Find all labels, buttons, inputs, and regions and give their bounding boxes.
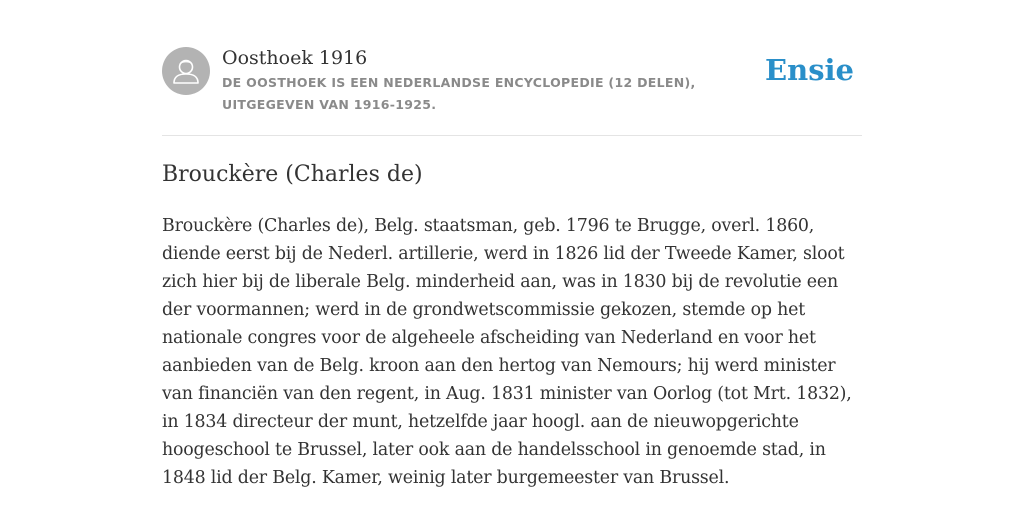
entry-title: Brouckère (Charles de) (162, 162, 423, 187)
source-description: DE OOSTHOEK IS EEN NEDERLANDSE ENCYCLOPEDIE (12 DELEN), UITGEGEVEN VAN 1916-1925. (222, 75, 696, 112)
brand-logo[interactable]: Ensie (765, 53, 854, 87)
avatar[interactable] (162, 47, 210, 95)
user-icon (162, 47, 210, 95)
header-divider (162, 135, 862, 136)
source-title[interactable]: Oosthoek 1916 (222, 47, 368, 69)
source-header (162, 46, 862, 116)
entry-body: Brouckère (Charles de), Belg. staatsman, geb. 1796 te Brugge, overl. 1860, diende eerst bij de Nederl. artillerie, werd in 1826 lid der Tweede Kamer, sloot zich hier bij de liberale Belg. minderheid aan, was in 1830 bij de revolutie een der voormannen; werd in de grondwetscommissie gekozen, stemde op het nationale congres voor de algeheele afscheiding van Nederland en voor het aanbieden van de Belg. kroon aan den hertog van Nemours; hij werd minister van financiën van den regent, in Aug. 1831 minister van Oorlog (tot Mrt. 1832), in 1834 directeur der munt, hetzelfde jaar hoogl. aan de nieuwopgerichte hoogeschool te Brussel, later ook aan de handelsschool in genoemde stad, in 1848 lid der Belg. Kamer, weinig later burgemeester van Brussel. (162, 216, 852, 488)
